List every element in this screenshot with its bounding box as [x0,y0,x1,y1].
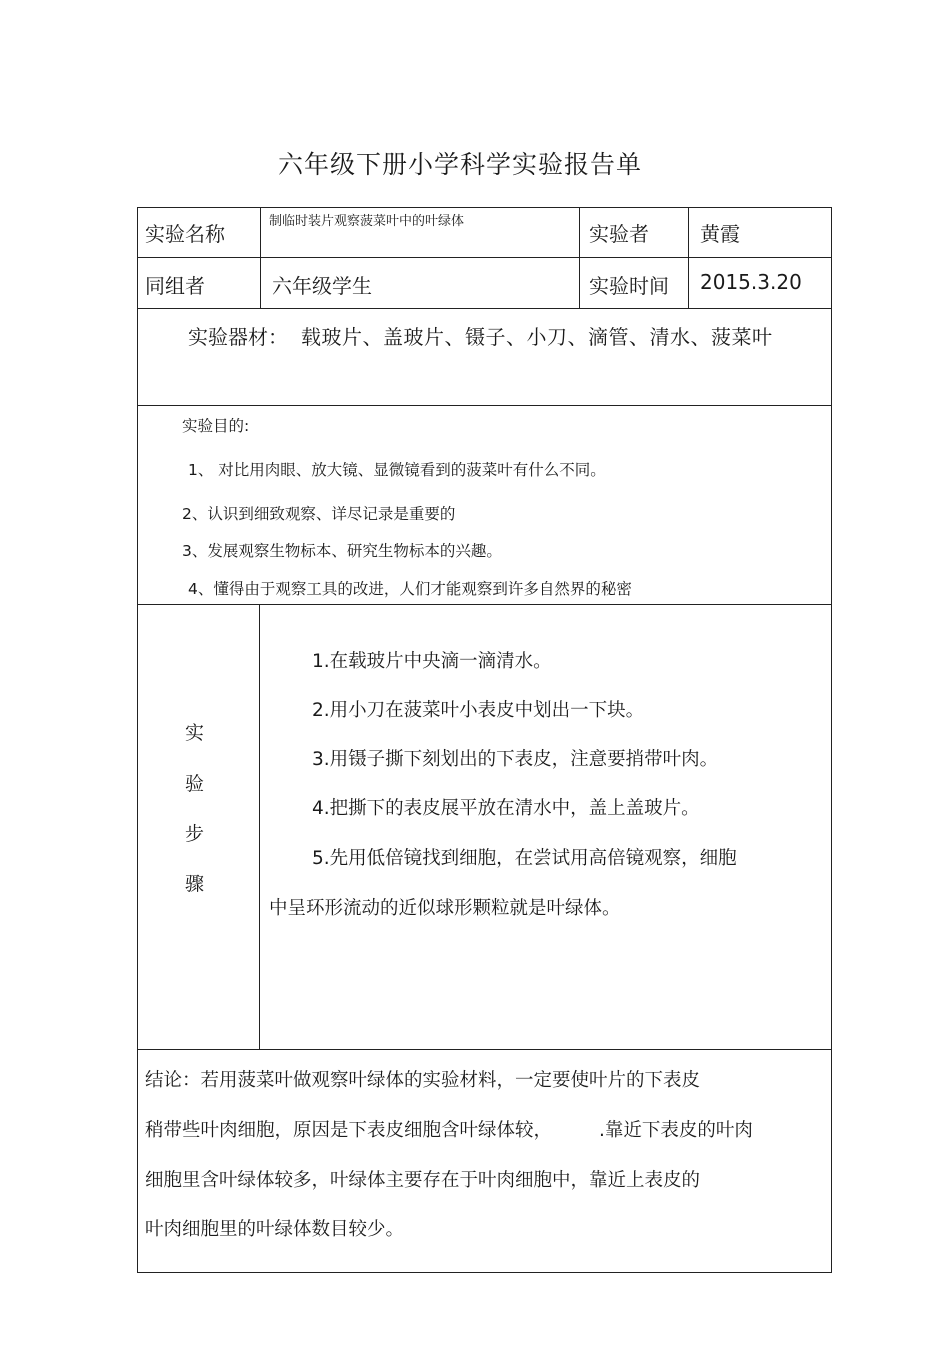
column-divider [579,208,580,308]
column-divider [259,605,260,1049]
step-line: 2.用小刀在菠菜叶小表皮中划出一下块。 [312,700,645,721]
experiment-time-label: 实验时间 [589,274,669,298]
column-divider [260,208,261,308]
step-line: 3.用镊子撕下刻划出的下表皮，注意要捎带叶肉。 [312,749,719,770]
column-divider [688,208,689,308]
row-divider [138,257,831,258]
steps-label-char: 验 [185,773,205,795]
experimenter-value: 黄霞 [700,222,740,246]
row-divider [138,308,831,309]
purpose-label: 实验目的: [182,417,250,435]
steps-label-char: 步 [185,823,205,845]
group-value: 六年级学生 [272,274,372,298]
experiment-name-value: 制临时装片观察菠菜叶中的叶绿体 [269,214,465,229]
experiment-name-label: 实验名称 [145,222,225,246]
row-divider [138,405,831,406]
step-line: 4.把撕下的表皮展平放在清水中，盖上盖玻片。 [312,798,700,819]
step-line: 1.在载玻片中央滴一滴清水。 [312,651,552,672]
report-table [137,207,832,1273]
conclusion-line: 细胞里含叶绿体较多，叶绿体主要存在于叶肉细胞中，靠近上表皮的 [145,1170,701,1191]
purpose-item: 2、认识到细致观察、详尽记录是重要的 [182,505,456,523]
step-line: 中呈环形流动的近似球形颗粒就是叶绿体。 [269,898,621,919]
conclusion-line: 叶肉细胞里的叶绿体数目较少。 [145,1219,405,1240]
materials-label: 实验器材： [188,325,288,349]
steps-label-char: 骤 [185,873,205,895]
experiment-time-value: 2015.3.20 [700,270,802,294]
experimenter-label: 实验者 [589,222,649,246]
conclusion-line: 结论：若用菠菜叶做观察叶绿体的实验材料，一定要使叶片的下表皮 [145,1070,701,1091]
row-divider [138,604,831,605]
materials-value: 载玻片、盖玻片、镊子、小刀、滴管、清水、菠菜叶 [301,325,773,349]
purpose-item: 1、 对比用肉眼、放大镜、显微镜看到的菠菜叶有什么不同。 [188,461,606,479]
purpose-item: 4、懂得由于观察工具的改进，人们才能观察到许多自然界的秘密 [188,580,632,598]
group-label: 同组者 [145,274,205,298]
conclusion-line: 稍带些叶肉细胞，原因是下表皮细胞含叶绿体较， .靠近下表皮的叶肉 [145,1120,753,1141]
page-title: 六年级下册小学科学实验报告单 [277,150,642,179]
purpose-item: 3、发展观察生物标本、研究生物标本的兴趣。 [182,542,502,560]
row-divider [138,1049,831,1050]
step-line: 5.先用低倍镜找到细胞，在尝试用高倍镜观察，细胞 [312,848,737,869]
steps-label-char: 实 [185,722,205,744]
